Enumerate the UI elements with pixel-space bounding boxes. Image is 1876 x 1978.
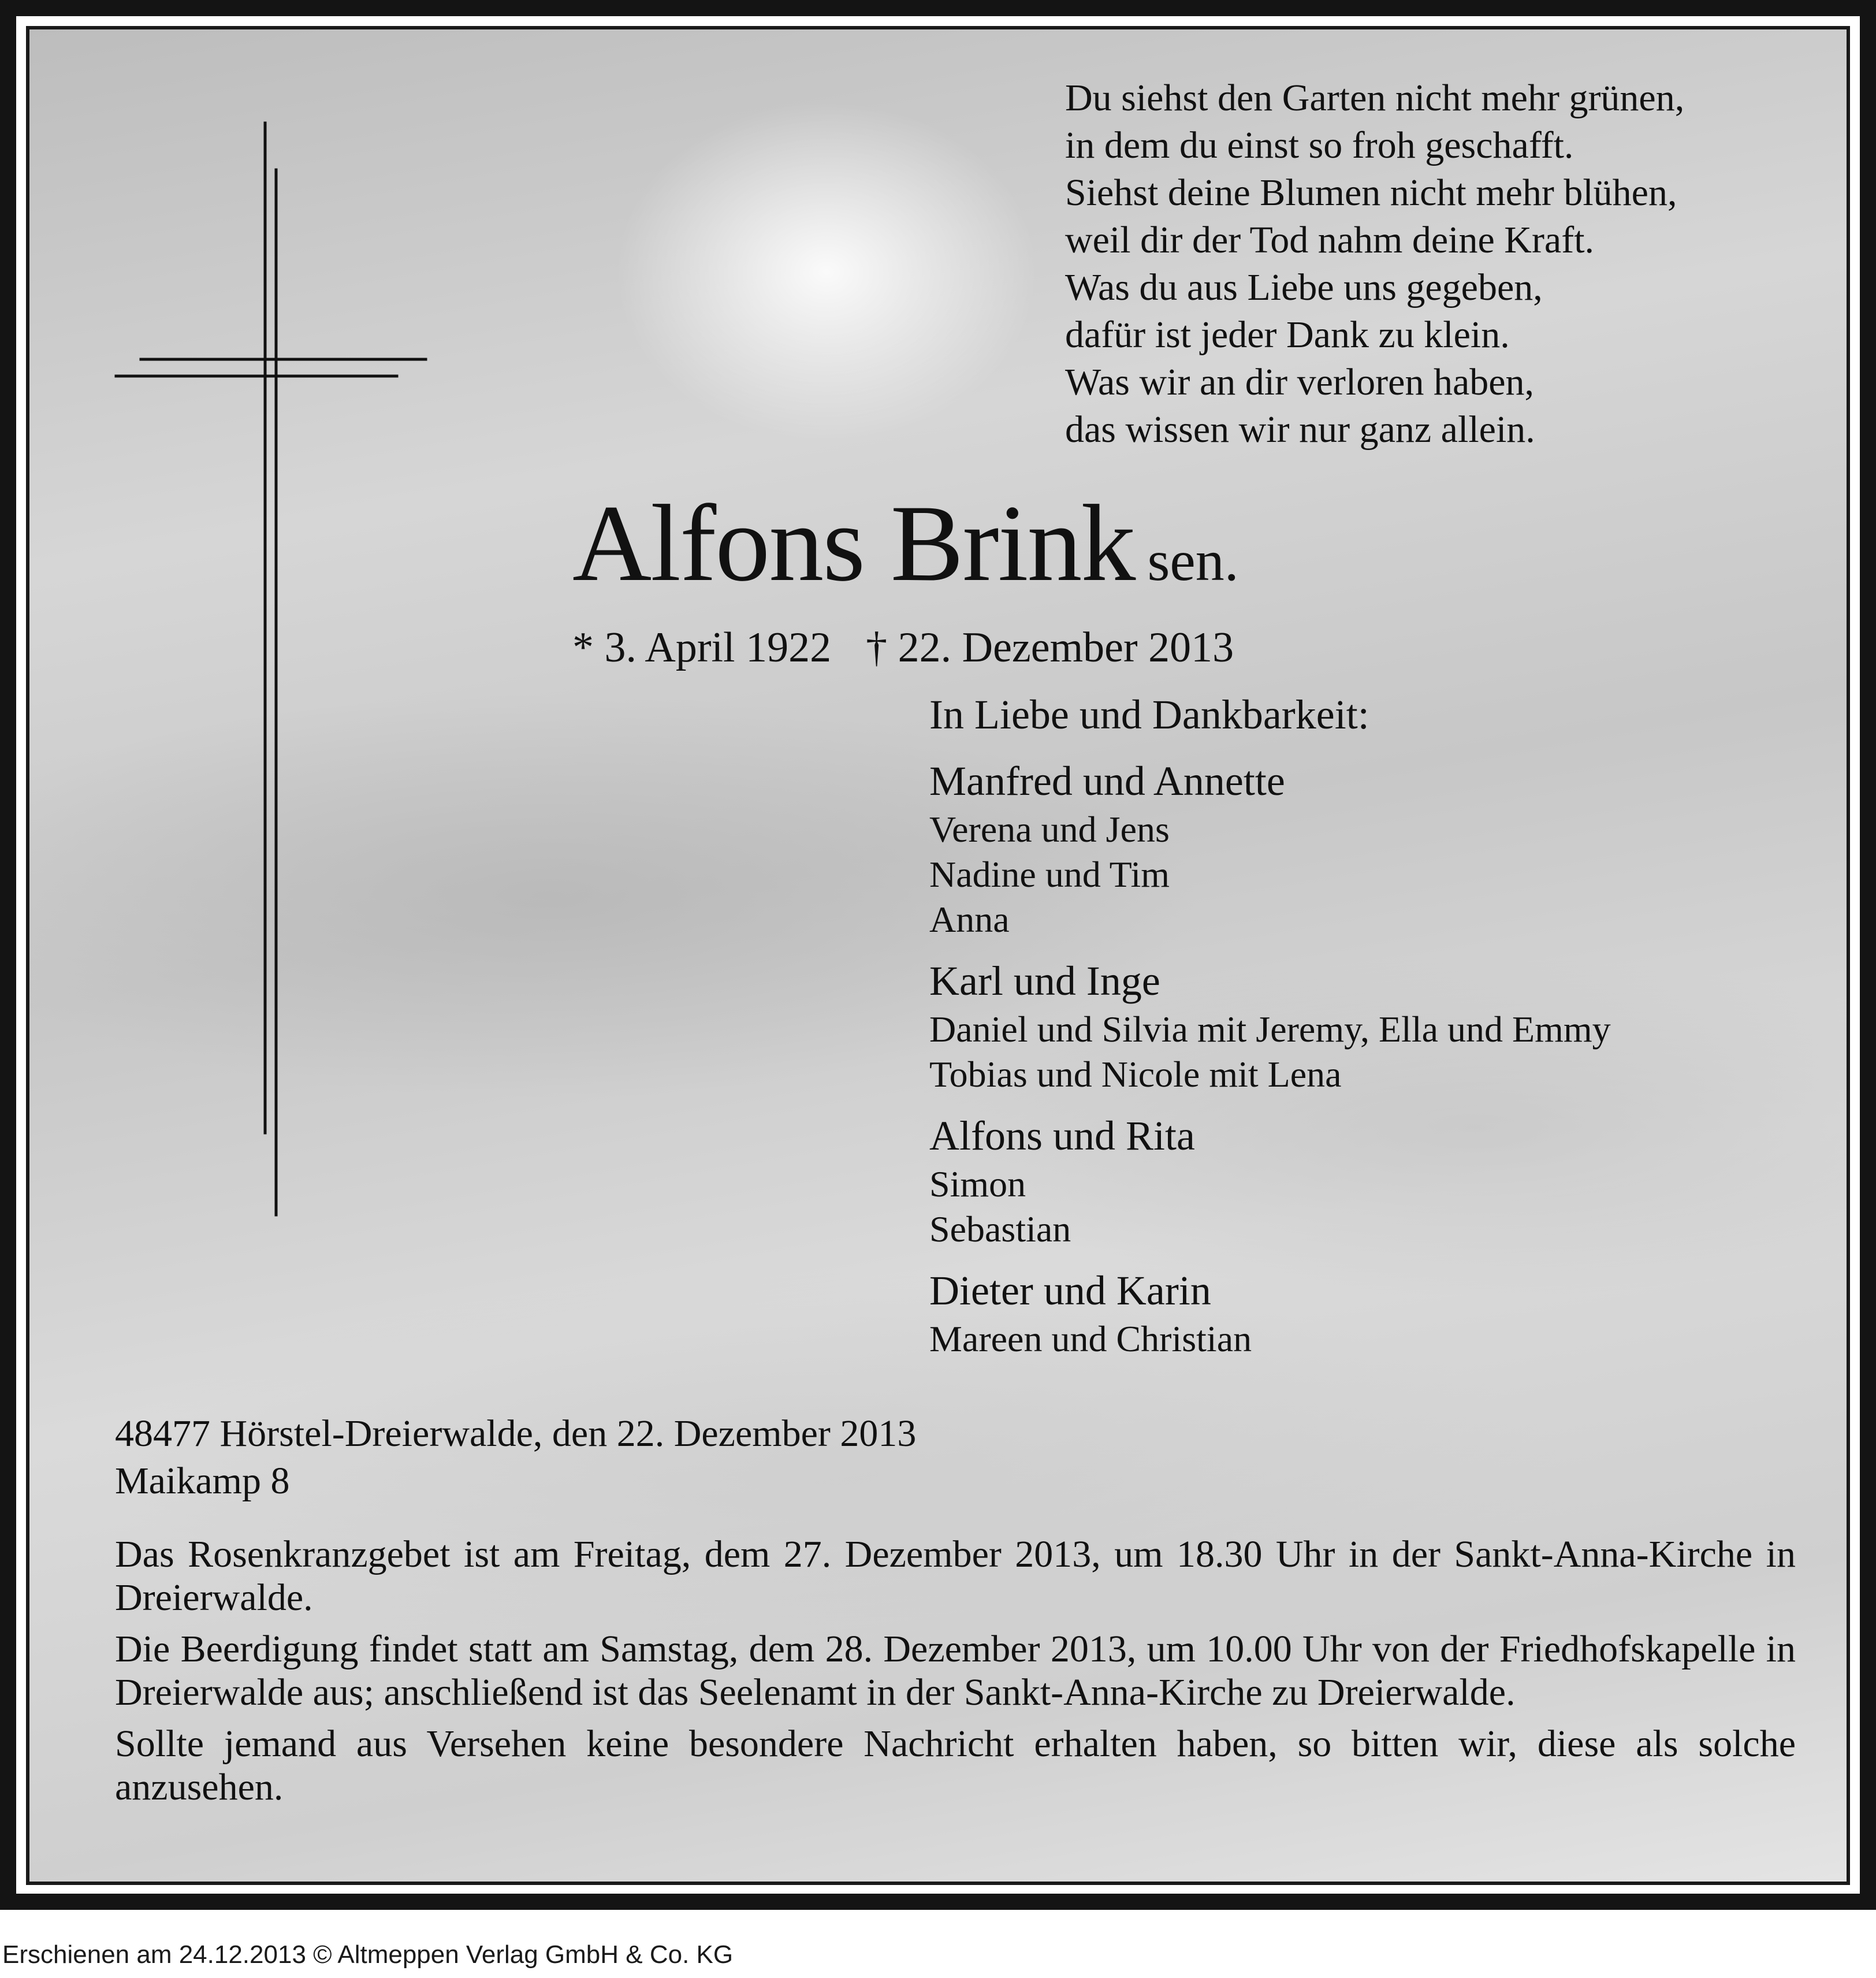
- address-line: Maikamp 8: [115, 1460, 290, 1502]
- obituary-panel: [26, 26, 1850, 1885]
- family-member: Anna: [929, 899, 1010, 940]
- cross-icon: [29, 29, 492, 1243]
- notices: [115, 1533, 1796, 1817]
- rosary-notice: Das Rosenkranzgebet ist am Freitag, dem 27. Dezember 2013, um 18.30 Uhr in der Sankt-Anna-Kirche in Dreierwalde.: [115, 1533, 1796, 1619]
- family-group: [929, 1265, 1611, 1362]
- publication-footer: Erschienen am 24.12.2013 © Altmeppen Verlag GmbH & Co. KG: [2, 1940, 734, 1969]
- family-group: [929, 1110, 1611, 1252]
- family-list: [929, 687, 1611, 1374]
- deceased-name: Alfons Brink: [572, 483, 1135, 604]
- family-group-head: Karl und Inge: [929, 958, 1160, 1004]
- life-dates: [572, 622, 1234, 674]
- address: [115, 1410, 916, 1505]
- poem-line: dafür ist jeder Dank zu klein.: [1065, 314, 1510, 356]
- family-member: Mareen und Christian: [929, 1318, 1252, 1359]
- poem: [1065, 75, 1684, 453]
- address-line: 48477 Hörstel-Dreierwalde, den 22. Dezember 2013: [115, 1412, 917, 1455]
- poem-line: Was du aus Liebe uns gegeben,: [1065, 266, 1543, 308]
- poem-line: weil dir der Tod nahm deine Kraft.: [1065, 219, 1595, 261]
- deceased-name-line: [572, 483, 1239, 604]
- poem-line: Was wir an dir verloren haben,: [1065, 361, 1535, 403]
- deceased-suffix: sen.: [1147, 529, 1239, 593]
- poem-line: Du siehst den Garten nicht mehr grünen,: [1065, 77, 1685, 119]
- funeral-notice: Die Beerdigung findet statt am Samstag, dem 28. Dezember 2013, um 10.00 Uhr von der Friedhofskapelle in Dreierwalde aus; anschließend ist das Seelenamt in der Sankt-Anna-Kirche zu Dreierwalde.: [115, 1628, 1796, 1713]
- notification-notice: Sollte jemand aus Versehen keine besondere Nachricht erhalten haben, so bitten wir, diese als solche anzusehen.: [115, 1723, 1796, 1808]
- family-group-head: Alfons und Rita: [929, 1113, 1195, 1159]
- family-member: Tobias und Nicole mit Lena: [929, 1054, 1342, 1095]
- poem-line: Siehst deine Blumen nicht mehr blühen,: [1065, 172, 1677, 214]
- family-member: Sebastian: [929, 1209, 1071, 1250]
- family-member: Nadine und Tim: [929, 854, 1170, 895]
- family-intro: In Liebe und Dankbarkeit:: [929, 691, 1369, 738]
- birth-date: * 3. April 1922: [572, 624, 832, 671]
- family-group: [929, 955, 1611, 1097]
- poem-line: das wissen wir nur ganz allein.: [1065, 408, 1535, 451]
- family-member: Simon: [929, 1163, 1026, 1204]
- family-group-head: Manfred und Annette: [929, 758, 1285, 804]
- family-member: Daniel und Silvia mit Jeremy, Ella und Emmy: [929, 1009, 1611, 1050]
- family-group-head: Dieter und Karin: [929, 1267, 1211, 1314]
- death-date: † 22. Dezember 2013: [866, 624, 1234, 671]
- poem-line: in dem du einst so froh geschafft.: [1065, 124, 1574, 166]
- family-group: [929, 755, 1611, 942]
- family-member: Verena und Jens: [929, 809, 1170, 850]
